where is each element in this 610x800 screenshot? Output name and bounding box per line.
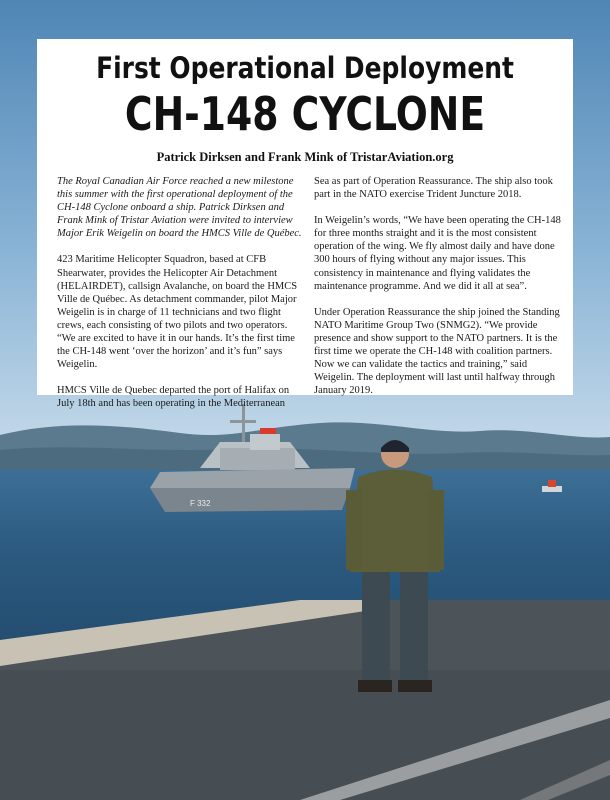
small-boat: [540, 478, 564, 494]
article-title: First Operational Deployment: [96, 51, 514, 85]
hull-number: F 332: [190, 499, 211, 508]
article-column-left: [57, 175, 304, 424]
body-paragraph: In Weigelin’s words, “We have been operating the CH-148 for three months straight and it is the most consistent operation of the wing. We fly almost daily and have done 300 hours of flying without any major issues. This consistency in maintenance and flying validates the maintenance programme. And we did it all at sea”.: [314, 215, 561, 292]
byline: Patrick Dirksen and Frank Mink of TristarAviation.org: [156, 150, 454, 164]
body-paragraph: 423 Maritime Helicopter Squadron, based at CFB Shearwater, provides the Helicopter Air Detachment (HELAIRDET), callsign Avalanche, on board the HMCS Ville de Québec. As detachment commander, pilot Major Weigelin is in charge of 11 technicians and two flight crews, each consisting of two pilots and two operators. “We are excited to have it in our hands. It’s the first time the CH-148 went ‘over the horizon’ and it’s fun” says Weigelin.: [57, 254, 298, 371]
body-paragraph: Under Operation Reassurance the ship joined the Standing NATO Maritime Group Two (SNMG2). “We provide presence and show support to the NATO partners. It is the first time we operate the CH-148 with coalition partners. Now we can validate the tactics and training,” said Weigelin. The deployment will last until halfway through January 2019.: [314, 306, 560, 397]
article-column-right: [314, 175, 561, 410]
article-panel: [37, 39, 573, 410]
body-paragraph: HMCS Ville de Quebec departed the port of Halifax on July 18th and has been operating in the Mediterranean: [57, 385, 290, 410]
crew-member: [340, 432, 450, 702]
article-headline: CH-148 CYCLONE: [124, 87, 486, 141]
flight-deck: [0, 600, 610, 800]
intro-paragraph: The Royal Canadian Air Force reached a new milestone this summer with the first operational deployment of the CH-148 Cyclone onboard a ship. Patrick Dirksen and Frank Mink of Tristar Aviation were invited to interview Major Erik Weigelin on board the HMCS Ville de Québec.: [57, 176, 302, 240]
body-paragraph: Sea as part of Operation Reassurance. The ship also took part in the NATO exercise Trident Juncture 2018.: [314, 176, 553, 201]
